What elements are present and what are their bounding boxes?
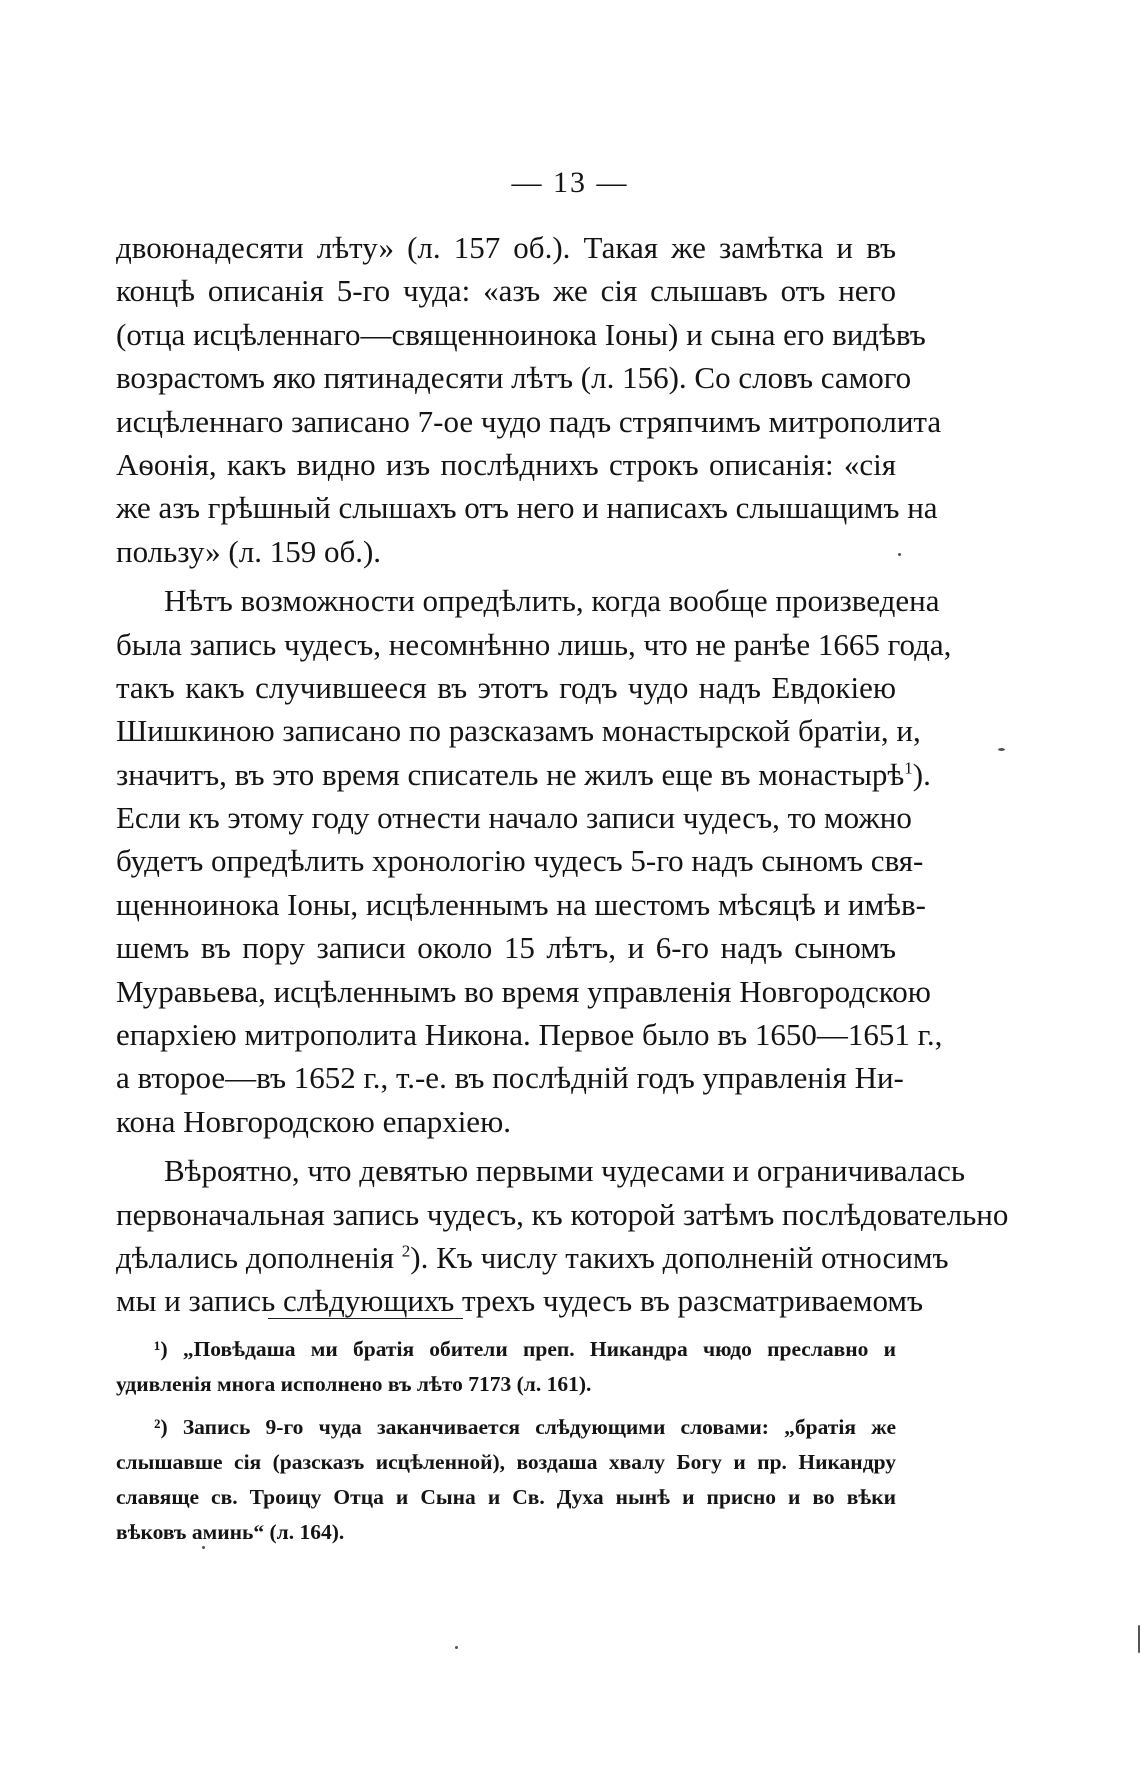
text-line: Если къ этому году отнести начало записи чудесъ, то можно	[116, 800, 912, 836]
text-line: мы и запись слѣдующихъ трехъ чудесъ въ разсматриваемомъ	[116, 1283, 924, 1319]
text-line: такъ какъ случившееся въ этотъ годъ чудо надъ Евдокіею	[116, 669, 896, 705]
footnote-ref-2: 2	[401, 1241, 411, 1261]
text-line: Шишкиною записано по разсказамъ монастырской братіи, и,	[116, 713, 921, 749]
text-line-with-footnote	[116, 753, 931, 796]
footnote-ref-1: 1	[904, 758, 913, 778]
footnote-label: ²)	[154, 1415, 168, 1439]
text-line: концѣ описанія 5-го чуда: «азъ же сія слышавъ отъ него	[116, 273, 896, 309]
text-line: первоначальная запись чудесъ, къ которой затѣмъ послѣдовательно	[116, 1196, 1009, 1232]
scan-speck	[202, 1546, 205, 1549]
text-line: кона Новгородскою епархіею.	[116, 1103, 511, 1139]
footnote-line	[116, 1410, 896, 1445]
text-line: возрастомъ яко пятинадесяти лѣтъ (л. 156). Со словъ самого	[116, 360, 912, 396]
text-line: Муравьева, исцѣленнымъ во время управленія Новгородскою	[116, 973, 931, 1009]
text-fragment: ). Къ числу такихъ дополненій относимъ	[410, 1239, 949, 1275]
text-line: была запись чудесъ, несомнѣнно лишь, что не ранѣе 1665 года,	[116, 626, 952, 662]
text-fragment: значитъ, въ это время списатель не жилъ еще въ монастырѣ	[116, 756, 905, 792]
footnote-label: ¹)	[154, 1337, 168, 1361]
text-line-with-footnote	[116, 1236, 949, 1279]
text-fragment: ).	[912, 756, 931, 792]
text-line: пользу» (л. 159 об.).	[116, 533, 382, 569]
text-line: будетъ опредѣлить хронологію чудесъ 5-го надъ сыномъ свя-	[116, 843, 924, 879]
text-line: а второе—въ 1652 г., т.-е. въ послѣдній годъ управленія Ни-	[116, 1060, 904, 1096]
text-line: же азъ грѣшный слышахъ отъ него и написахъ слышащимъ на	[116, 490, 938, 526]
footnote-text: Запись 9-го чуда заканчивается слѣдующими словами: „братія же	[182, 1415, 897, 1439]
text-line: епархіею митрополита Никона. Первое было въ 1650—1651 г.,	[116, 1017, 943, 1053]
main-text	[116, 226, 1009, 1323]
text-fragment: дѣлались дополненія	[116, 1239, 395, 1275]
text-line: (отца исцѣленнаго—священноинока Іоны) и сына его видѣвъ	[116, 316, 926, 352]
footnote-text: „Повѣдаша ми братія обители преп. Никандра чюдо преславно и	[182, 1337, 896, 1361]
footnote-line: славяще св. Троицу Отца и Сына и Св. Духа нынѣ и присно и во вѣки	[116, 1485, 896, 1509]
text-line: Аѳонія, какъ видно изъ послѣднихъ строкъ описанія: «сія	[116, 446, 896, 482]
scan-speck	[898, 553, 901, 556]
footnote-line: слышавше сія (разсказъ исцѣленной), воздаша хвалу Богу и пр. Никандру	[116, 1450, 896, 1474]
footnote-line	[116, 1332, 896, 1367]
text-line: двоюнадесяти лѣту» (л. 157 об.). Такая же замѣтка и въ	[116, 230, 896, 265]
text-line: исцѣленнаго записано 7-ое чудо падъ стряпчимъ митрополита	[116, 403, 942, 439]
scan-speck	[455, 1646, 458, 1649]
text-line: Вѣроятно, что девятью первыми чудесами и ограничивалась	[164, 1153, 966, 1189]
footnote-line: вѣковъ аминь“ (л. 164).	[116, 1520, 345, 1544]
text-line: шемъ въ пору записи около 15 лѣтъ, и 6-го надъ сыномъ	[116, 930, 896, 966]
footnotes	[116, 1332, 896, 1550]
scan-speck	[998, 748, 1005, 751]
footnote-gap	[116, 1402, 896, 1410]
footnote-line: удивленія многа исполнено въ лѣто 7173 (л. 161).	[116, 1372, 592, 1396]
footnote-divider	[268, 1318, 463, 1319]
page-number: — 13 —	[511, 166, 629, 199]
text-line: Нѣтъ возможности опредѣлить, когда вообще произведена	[164, 583, 940, 619]
text-line: щенноинока Іоны, исцѣленнымъ на шестомъ мѣсяцѣ и имѣв-	[116, 886, 926, 922]
